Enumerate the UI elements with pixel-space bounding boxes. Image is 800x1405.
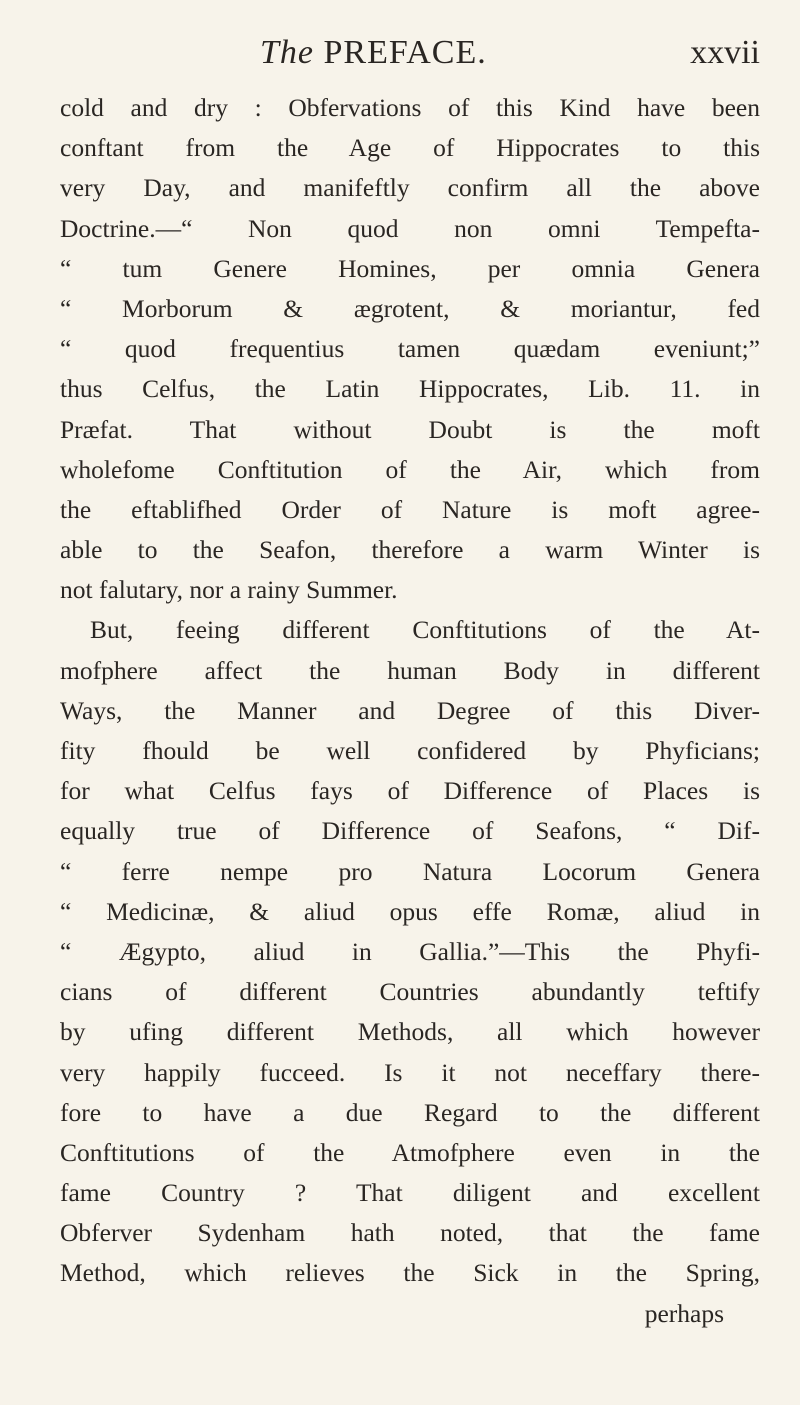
text-line: not falutary, nor a rainy Summer. (60, 575, 398, 605)
text-line: by ufing different Methods, all which however (60, 1017, 760, 1047)
page-number: xxvii (690, 34, 760, 71)
text-line: very Day, and manifeftly confirm all the above (60, 173, 760, 203)
text-line: fity fhould be well confidered by Phyficians; (60, 736, 760, 765)
text-line: very happily fucceed. Is it not neceffary there- (60, 1057, 760, 1087)
running-head-italic: The (260, 34, 314, 71)
text-line: fore to have a due Regard to the different (60, 1097, 760, 1127)
book-page (60, 28, 760, 1334)
running-head-title: PREFACE. (314, 34, 487, 71)
text-line: the eftablifhed Order of Nature is moft agree- (60, 494, 760, 524)
text-line: “ ferre nempe pro Natura Locorum Genera (60, 856, 760, 886)
page-header (60, 28, 760, 78)
text-line: Method, which relieves the Sick in the Spring, (60, 1258, 760, 1288)
text-line: for what Celfus fays of Difference of Places is (60, 776, 760, 806)
text-line: cold and dry : Obfervations of this Kind have been (60, 93, 760, 122)
catchword: perhaps (644, 1298, 724, 1328)
text-line: But, feeing different Conftitutions of the At- (90, 615, 760, 645)
text-line: conftant from the Age of Hippocrates to this (60, 133, 760, 163)
text-line: “ quod frequentius tamen quædam eveniunt;” (60, 334, 760, 364)
text-line: thus Celfus, the Latin Hippocrates, Lib. 11. in (60, 374, 760, 404)
text-line: cians of different Countries abundantly teftify (60, 977, 760, 1007)
text-line: “ Ægypto, aliud in Gallia.”—This the Phyfi- (60, 936, 760, 966)
body-text (60, 88, 760, 1294)
text-line: Obferver Sydenham hath noted, that the fame (60, 1218, 760, 1248)
text-line: able to the Seafon, therefore a warm Winter is (60, 535, 760, 565)
text-line: Præfat. That without Doubt is the moft (60, 414, 760, 444)
text-line: “ Morborum & ægrotent, & moriantur, fed (60, 293, 760, 323)
text-line: equally true of Difference of Seafons, “ Dif- (60, 816, 760, 846)
text-line: mofphere affect the human Body in different (60, 655, 760, 685)
running-head (260, 28, 487, 78)
text-line: Conftitutions of the Atmofphere even in the (60, 1137, 760, 1167)
text-line: “ Medicinæ, & aliud opus effe Romæ, aliud in (60, 896, 760, 926)
text-line: Doctrine.—“ Non quod non omni Tempefta- (60, 213, 760, 243)
text-line: fame Country ? That diligent and excellent (60, 1178, 760, 1208)
text-line: Ways, the Manner and Degree of this Diver- (60, 695, 760, 725)
text-line: wholefome Conftitution of the Air, which from (60, 454, 760, 484)
text-line: “ tum Genere Homines, per omnia Genera (60, 253, 760, 283)
